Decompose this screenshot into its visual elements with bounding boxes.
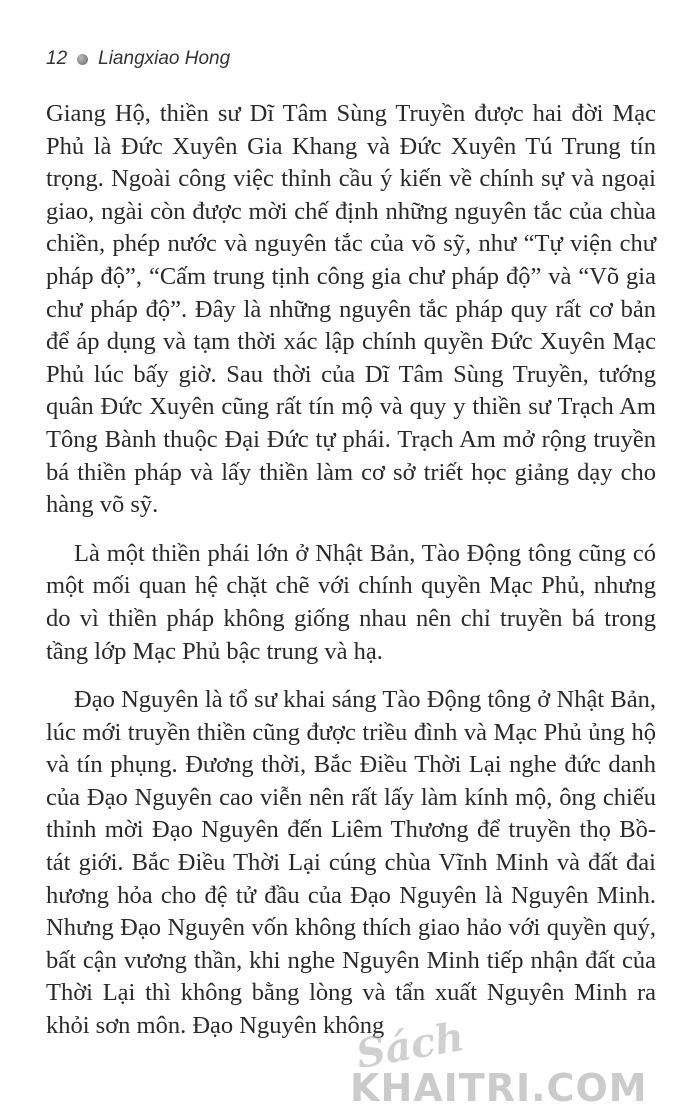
page-body bbox=[46, 98, 656, 1043]
paragraph-2: Là một thiền phái lớn ở Nhật Bản, Tào Động tông cũng có một mối quan hệ chặt chẽ với chính quyền Mạc Phủ, nhưng do vì thiền pháp không giống nhau nên chỉ truyền bá trong tầng lớp Mạc Phủ bậc trung và hạ. bbox=[46, 539, 656, 665]
author-name: Liangxiao Hong bbox=[98, 48, 231, 69]
watermark-brand-text: KHAITRI.COM bbox=[350, 1066, 648, 1110]
bullet-dot-icon bbox=[77, 54, 88, 65]
page-number: 12 bbox=[46, 48, 68, 69]
running-header bbox=[46, 48, 230, 70]
paragraph-1: Giang Hộ, thiền sư Dĩ Tâm Sùng Truyền được hai đời Mạc Phủ là Đức Xuyên Gia Khang và Đức Xuyên Tú Trung tín trọng. Ngoài công việc thỉnh cầu ý kiến về chính sự và ngoại giao, ngài còn được mời chế định những nguyên tắc của chùa chiền, phép nước và nguyên tắc của võ sỹ, như “Tự viện chư pháp độ”, “Cấm trung tịnh công gia chư pháp độ” và “Võ gia chư pháp độ”. Đây là những nguyên tắc pháp quy rất cơ bản để áp dụng và tạm thời xác lập chính quyền Đức Xuyên Mạc Phủ lúc bấy giờ. Sau thời của Dĩ Tâm Sùng Truyền, tướng quân Đức Xuyên cũng rất tín mộ và quy y thiền sư Trạch Am Tông Bành thuộc Đại Đức tự phái. Trạch Am mở rộng truyền bá thiền pháp và lấy thiền làm cơ sở triết học giảng dạy cho hàng võ sỹ. bbox=[46, 100, 656, 519]
site-watermark bbox=[350, 1012, 680, 1112]
watermark-script-text: Sách bbox=[352, 1012, 468, 1079]
paragraph-3: Đạo Nguyên là tổ sư khai sáng Tào Động tông ở Nhật Bản, lúc mới truyền thiền cũng được triều đình và Mạc Phủ ủng hộ và tín phụng. Đương thời, Bắc Điều Thời Lại nghe đức danh của Đạo Nguyên cao viễn nên rất lấy làm kính mộ, ông chiếu thỉnh mời Đạo Nguyên đến Liêm Thương để truyền thọ Bồ-tát giới. Bắc Điều Thời Lại cúng chùa Vĩnh Minh và đất đai hương hỏa cho đệ tử đầu của Đạo Nguyên là Nguyên Minh. Nhưng Đạo Nguyên vốn không thích giao hảo với quyền quý, bất cận vương thần, khi nghe Nguyên Minh tiếp nhận đất của Thời Lại thì không bằng lòng và tẩn xuất Nguyên Minh ra khỏi sơn môn. Đạo Nguyên không bbox=[46, 686, 656, 1040]
